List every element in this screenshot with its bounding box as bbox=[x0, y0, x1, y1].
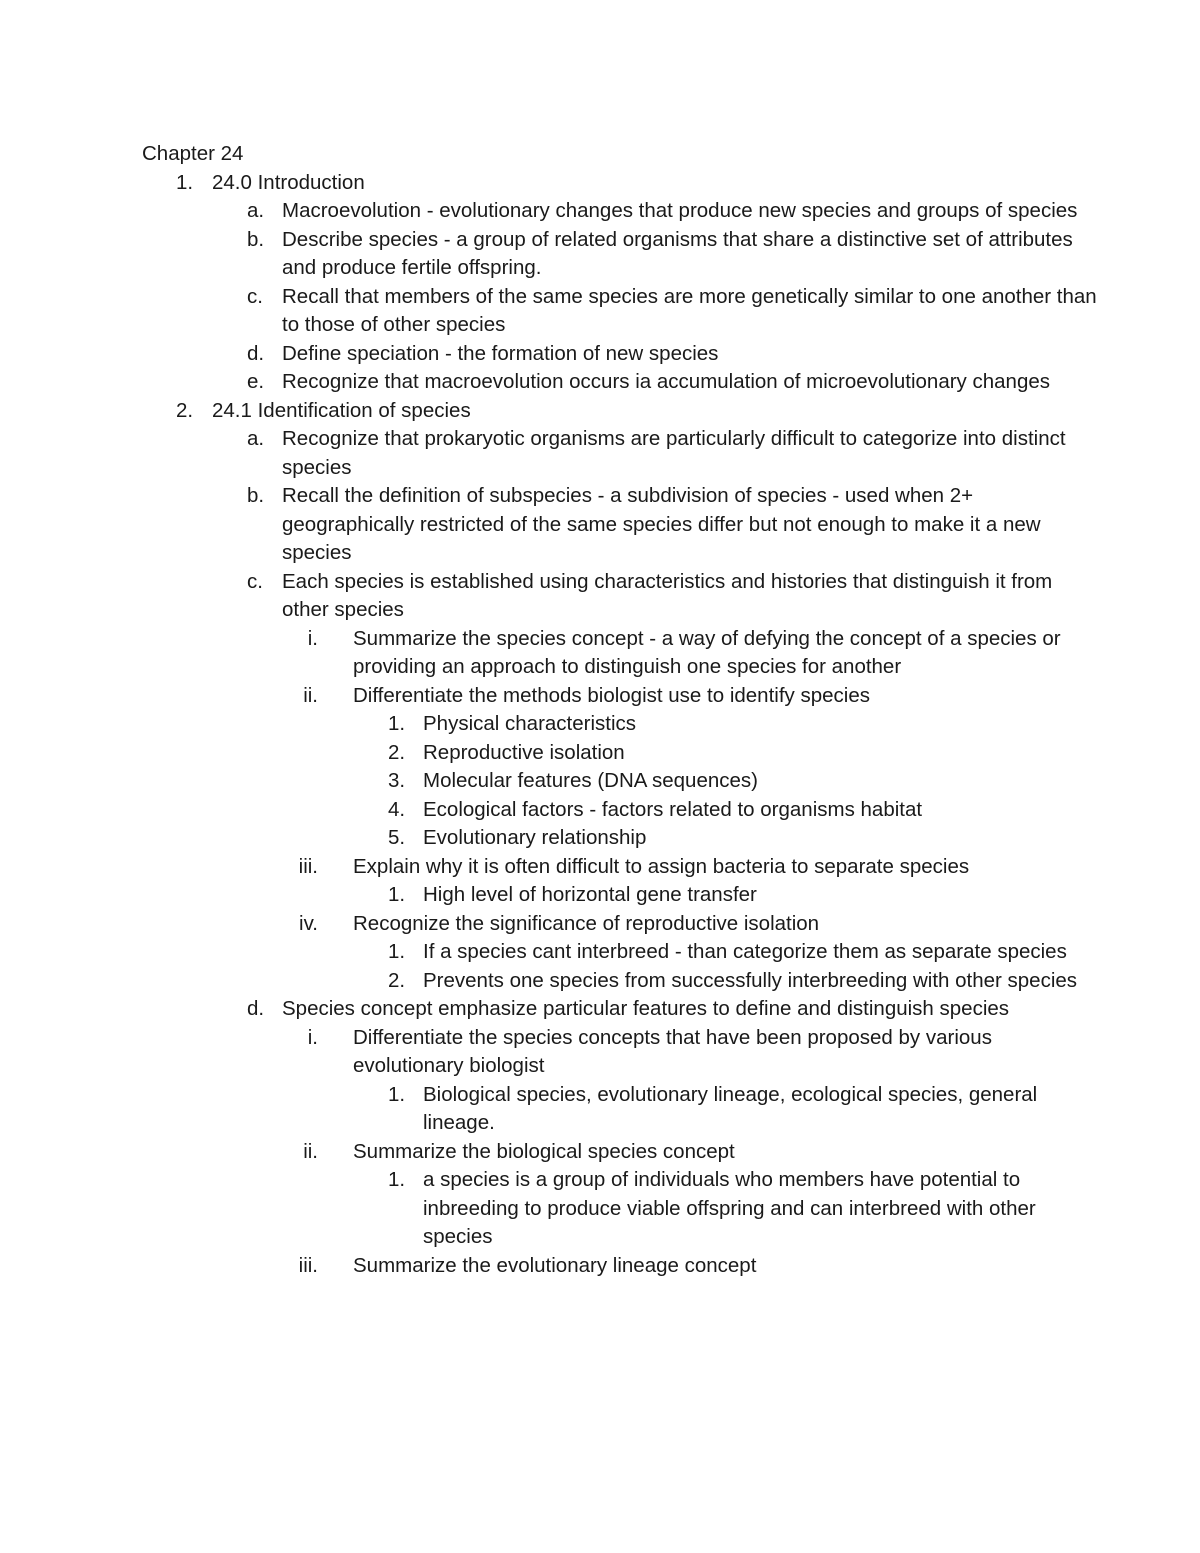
list-item-text: Recognize the significance of reproductive isolation bbox=[353, 911, 820, 935]
outline-item bbox=[142, 283, 1102, 340]
outline-section bbox=[142, 169, 1102, 198]
outline-detail bbox=[142, 824, 1102, 853]
outline-detail bbox=[142, 767, 1102, 796]
list-marker: 5. bbox=[388, 826, 406, 849]
list-item-text: 24.1 Identification of species bbox=[212, 398, 471, 422]
list-marker: b. bbox=[247, 484, 265, 507]
outline-sub-item bbox=[142, 1252, 1102, 1281]
chapter-title: Chapter 24 bbox=[142, 142, 244, 165]
list-item-text: Molecular features (DNA sequences) bbox=[423, 769, 758, 792]
list-item-text: Prevents one species from successfully interbreeding with other species bbox=[423, 968, 1078, 992]
list-item-text: Recognize that macroevolution occurs ia accumulation of microevolutionary changes bbox=[282, 370, 1051, 393]
outline-sub-item bbox=[142, 1024, 1102, 1081]
list-marker: 2. bbox=[388, 740, 406, 764]
list-item-text: High level of horizontal gene transfer bbox=[423, 883, 757, 906]
outline-item bbox=[142, 568, 1102, 625]
outline-item bbox=[142, 197, 1102, 226]
outline-detail bbox=[142, 739, 1102, 768]
outline-sub-item bbox=[142, 625, 1102, 682]
list-marker: c. bbox=[247, 284, 263, 308]
list-marker: iii. bbox=[298, 1253, 318, 1277]
list-marker: 2. bbox=[388, 968, 406, 992]
list-item-text: Summarize the biological species concept bbox=[353, 1139, 735, 1163]
outline-item bbox=[142, 995, 1102, 1024]
list-item-text: Recall that members of the same species are more genetically similar to one another than to those of other species bbox=[282, 284, 1097, 336]
outline-sub-item bbox=[142, 682, 1102, 711]
list-item-text: If a species cant interbreed - than categorize them as separate species bbox=[423, 940, 1067, 963]
outline-detail bbox=[142, 710, 1102, 739]
list-marker: 1. bbox=[388, 1168, 406, 1191]
outline-detail bbox=[142, 938, 1102, 967]
list-marker: b. bbox=[247, 227, 265, 251]
list-marker: 4. bbox=[388, 797, 406, 821]
list-marker: ii. bbox=[303, 683, 318, 707]
outline-item bbox=[142, 425, 1102, 482]
outline-detail bbox=[142, 796, 1102, 825]
list-marker: ii. bbox=[303, 1139, 318, 1163]
list-marker: iv. bbox=[299, 911, 318, 935]
outline-sub-item bbox=[142, 910, 1102, 939]
list-item-text: Physical characteristics bbox=[423, 712, 637, 735]
list-item-text: Macroevolution - evolutionary changes that produce new species and groups of species bbox=[282, 199, 1078, 222]
list-marker: 1. bbox=[388, 940, 406, 963]
list-item-text: Summarize the species concept - a way of defying the concept of a species or providing an approach to distinguish one species for another bbox=[353, 626, 1061, 678]
list-item-text: Explain why it is often difficult to assign bacteria to separate species bbox=[353, 854, 970, 878]
list-item-text: 24.0 Introduction bbox=[212, 170, 365, 194]
document-body bbox=[142, 140, 1102, 1280]
list-item-text: Describe species - a group of related organisms that share a distinctive set of attributes and produce fertile offspring. bbox=[282, 227, 1073, 279]
list-item-text: Define speciation - the formation of new species bbox=[282, 341, 719, 365]
list-item-text: Differentiate the species concepts that have been proposed by various evolutionary biologist bbox=[353, 1025, 992, 1077]
list-marker: 1. bbox=[388, 1082, 406, 1106]
list-item-text: Evolutionary relationship bbox=[423, 826, 647, 849]
outline-item bbox=[142, 482, 1102, 568]
list-item-text: Summarize the evolutionary lineage concept bbox=[353, 1253, 757, 1277]
list-marker: d. bbox=[247, 341, 265, 365]
list-marker: e. bbox=[247, 370, 265, 393]
list-marker: i. bbox=[307, 1025, 318, 1049]
list-item-text: a species is a group of individuals who members have potential to inbreeding to produce viable offspring and can interbreed with other species bbox=[423, 1168, 1036, 1248]
list-item-text: Reproductive isolation bbox=[423, 740, 625, 764]
list-marker: 1. bbox=[176, 170, 194, 194]
outline-sub-item bbox=[142, 853, 1102, 882]
outline-detail bbox=[142, 881, 1102, 910]
list-marker: iii. bbox=[298, 854, 318, 878]
list-marker: i. bbox=[307, 626, 318, 650]
outline-detail bbox=[142, 967, 1102, 996]
outline-item bbox=[142, 340, 1102, 369]
list-marker: a. bbox=[247, 427, 265, 450]
outline-detail bbox=[142, 1166, 1102, 1252]
list-marker: a. bbox=[247, 199, 265, 222]
list-item-text: Differentiate the methods biologist use to identify species bbox=[353, 683, 870, 707]
list-marker: 1. bbox=[388, 883, 406, 906]
outline-detail bbox=[142, 1081, 1102, 1138]
list-item-text: Ecological factors - factors related to organisms habitat bbox=[423, 797, 923, 821]
list-marker: 3. bbox=[388, 769, 406, 792]
list-marker: d. bbox=[247, 997, 265, 1020]
list-item-text: Recognize that prokaryotic organisms are particularly difficult to categorize into distinct species bbox=[282, 427, 1066, 479]
list-item-text: Species concept emphasize particular features to define and distinguish species bbox=[282, 997, 1010, 1020]
list-marker: 2. bbox=[176, 398, 194, 422]
outline-item bbox=[142, 226, 1102, 283]
outline-list bbox=[142, 169, 1102, 1281]
list-marker: c. bbox=[247, 569, 263, 593]
outline-section bbox=[142, 397, 1102, 426]
outline-item bbox=[142, 368, 1102, 397]
outline-sub-item bbox=[142, 1138, 1102, 1167]
list-marker: 1. bbox=[388, 712, 406, 735]
list-item-text: Each species is established using characteristics and histories that distinguish it from other species bbox=[282, 569, 1053, 621]
list-item-text: Biological species, evolutionary lineage, ecological species, general lineage. bbox=[423, 1082, 1038, 1134]
list-item-text: Recall the definition of subspecies - a subdivision of species - used when 2+ geographically restricted of the same species differ but not enough to make it a new species bbox=[282, 484, 1041, 564]
